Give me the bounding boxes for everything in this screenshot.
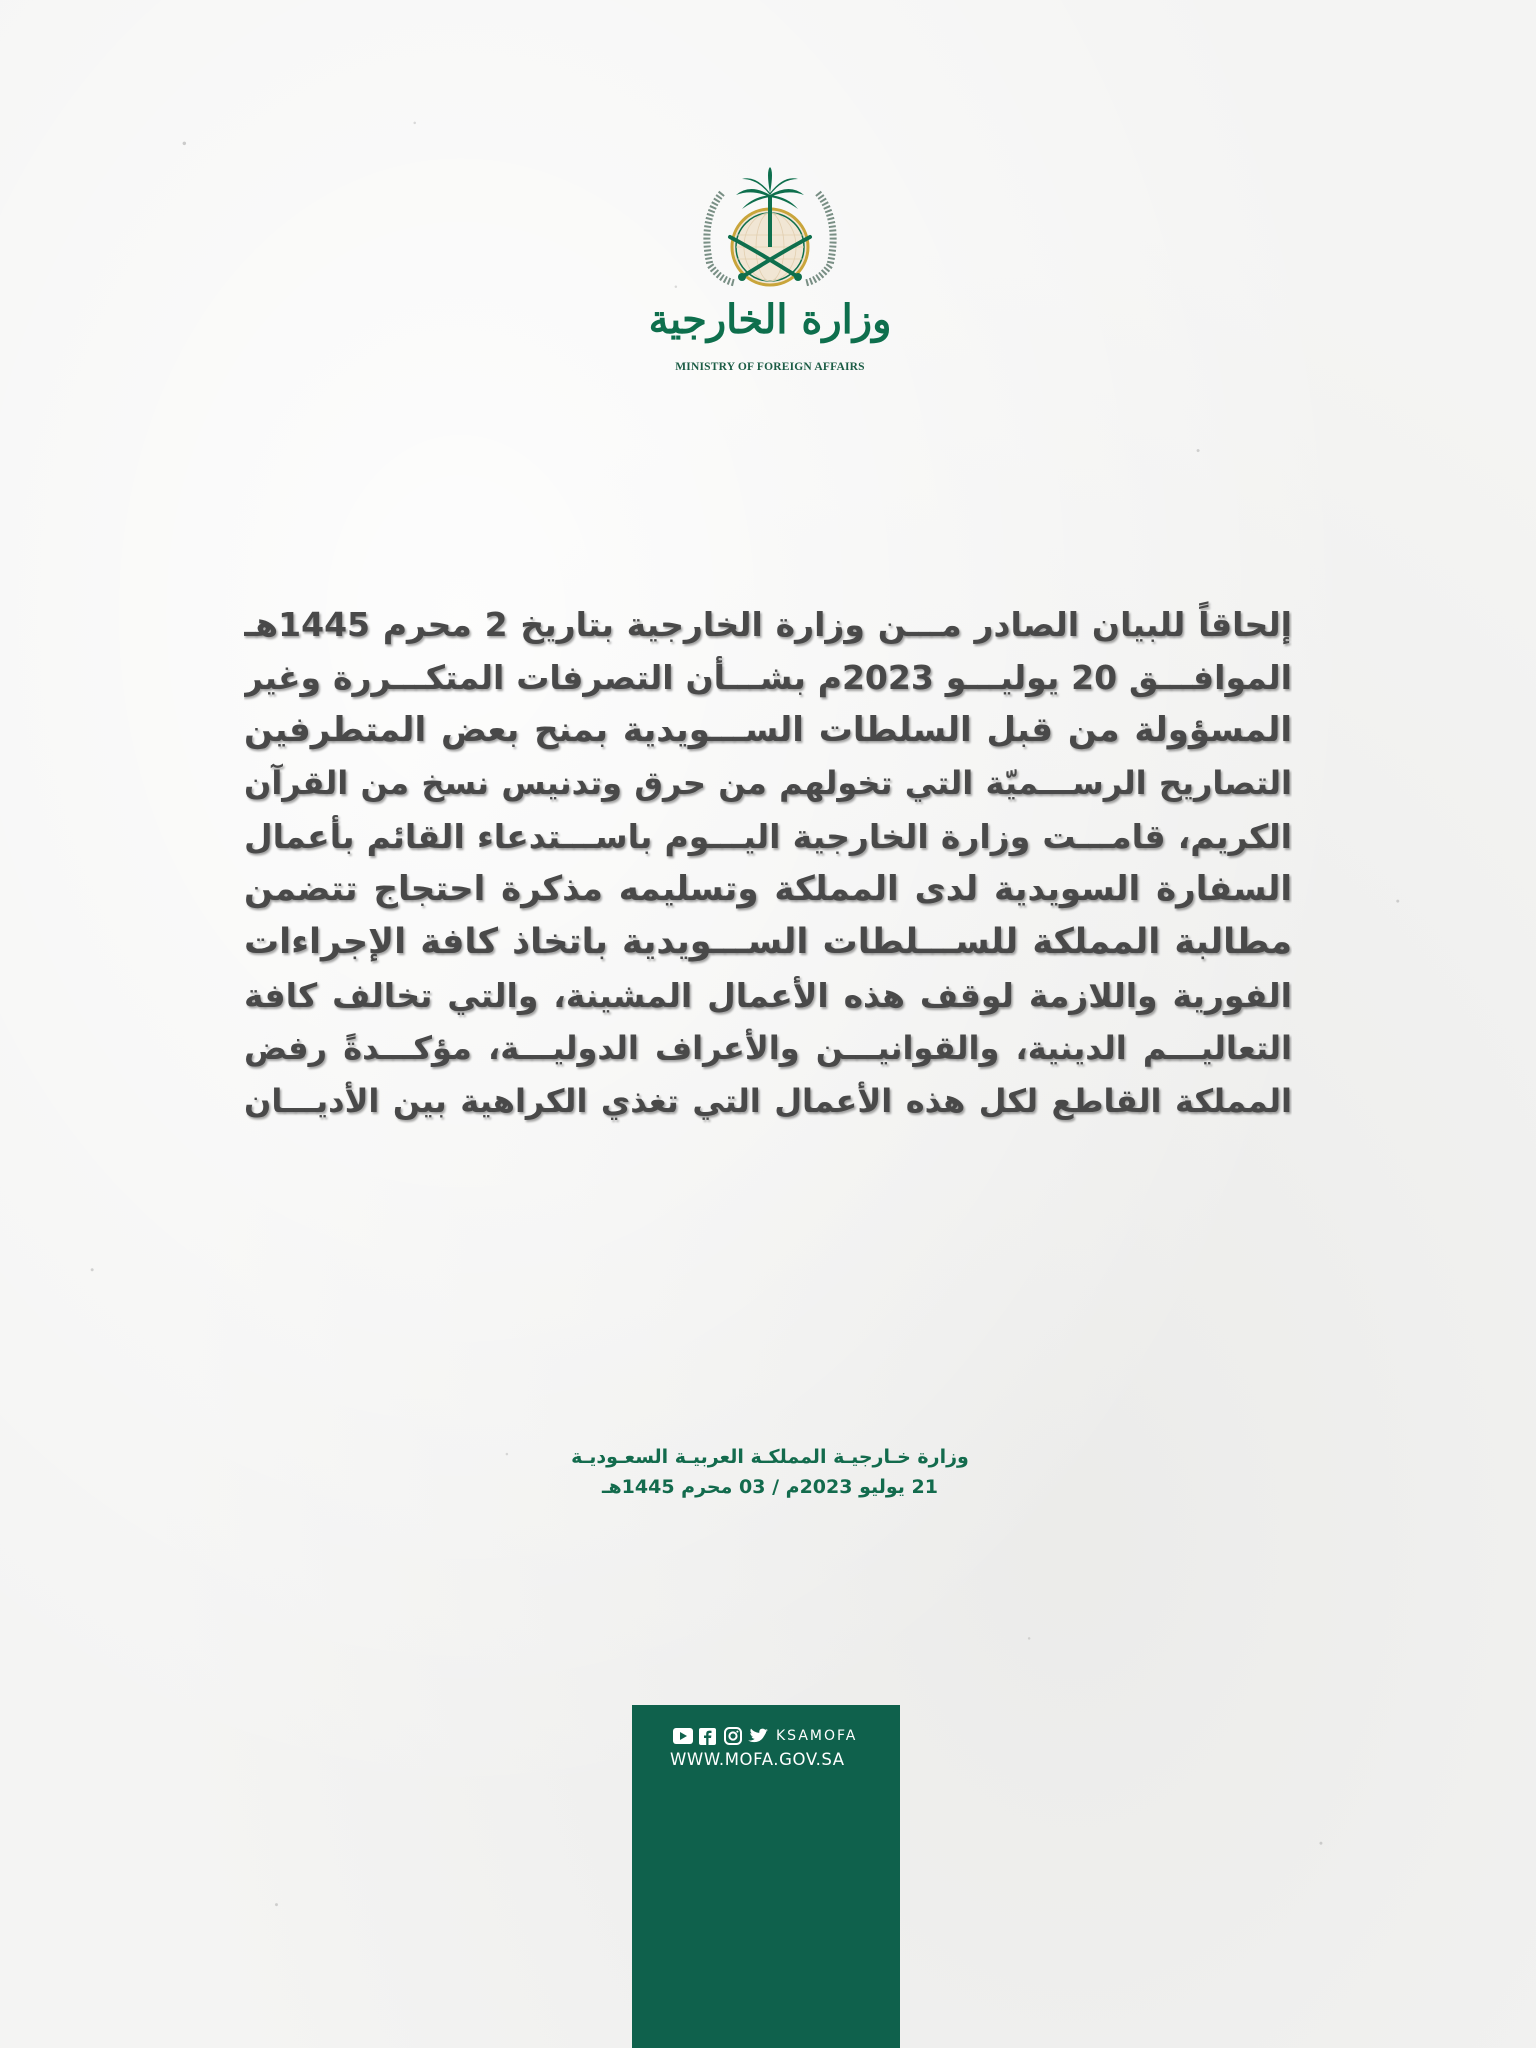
social-handle[interactable]: KSAMOFA <box>776 1728 858 1744</box>
social-row <box>672 1725 857 1747</box>
twitter-icon[interactable] <box>747 1727 768 1745</box>
signature-block <box>500 1442 1040 1502</box>
website-link[interactable]: WWW.MOFA.GOV.SA <box>670 1750 845 1769</box>
statement-line: السفارة السويدية لدى المملكة وتسليمه مذكرة احتجاج تتضمن <box>244 869 1292 909</box>
footer-panel <box>632 1705 900 2048</box>
signature-date: 21 يوليو 2023م / 03 محرم 1445هـ <box>602 1476 938 1498</box>
ministry-logo <box>640 165 900 380</box>
saudi-emblem-icon <box>680 165 860 295</box>
logo-english-title: MINISTRY OF FOREIGN AFFAIRS <box>675 361 865 373</box>
statement-line: الكريم، قامـــت وزارة الخارجية اليـــوم باســـتدعاء القائم بأعمال <box>244 817 1292 856</box>
instagram-icon[interactable] <box>722 1727 743 1745</box>
signature-organization: وزارة خـارجيـة المملكـة العربيـة السعـوديـة <box>571 1446 969 1468</box>
statement-line: مطالبة المملكة للســـلطات الســـويدية باتخاذ كافة الإجراءات <box>244 922 1292 962</box>
statement-line: الموافـــق 20 يوليـــو 2023م بشـــأن التصرفات المتكـــررة وغير <box>244 658 1292 697</box>
statement-line: إلحاقاً للبيان الصادر مـــن وزارة الخارجية بتاريخ 2 محرم 1445هـ <box>244 605 1292 644</box>
statement-line: التعاليـــم الدينية، والقوانيـــن والأعراف الدوليـــة، مؤكـــدةً رفض <box>244 1029 1292 1067</box>
statement-body <box>244 598 1292 1128</box>
facebook-icon[interactable] <box>697 1727 718 1745</box>
statement-line: المملكة القاطع لكل هذه الأعمال التي تغذي الكراهية بين الأديـــان <box>244 1082 1292 1120</box>
statement-line: التصاريح الرســـميّة التي تخولهم من حرق وتدنيس نسخ من القرآن <box>244 764 1292 802</box>
statement-line: المسؤولة من قبل السلطات الســـويدية بمنح بعض المتطرفين <box>244 710 1292 750</box>
logo-arabic-title: وزارة الخارجية <box>648 296 892 343</box>
youtube-icon[interactable] <box>672 1727 693 1745</box>
statement-line: الفورية واللازمة لوقف هذه الأعمال المشينة، والتي تخالف كافة <box>244 976 1292 1015</box>
